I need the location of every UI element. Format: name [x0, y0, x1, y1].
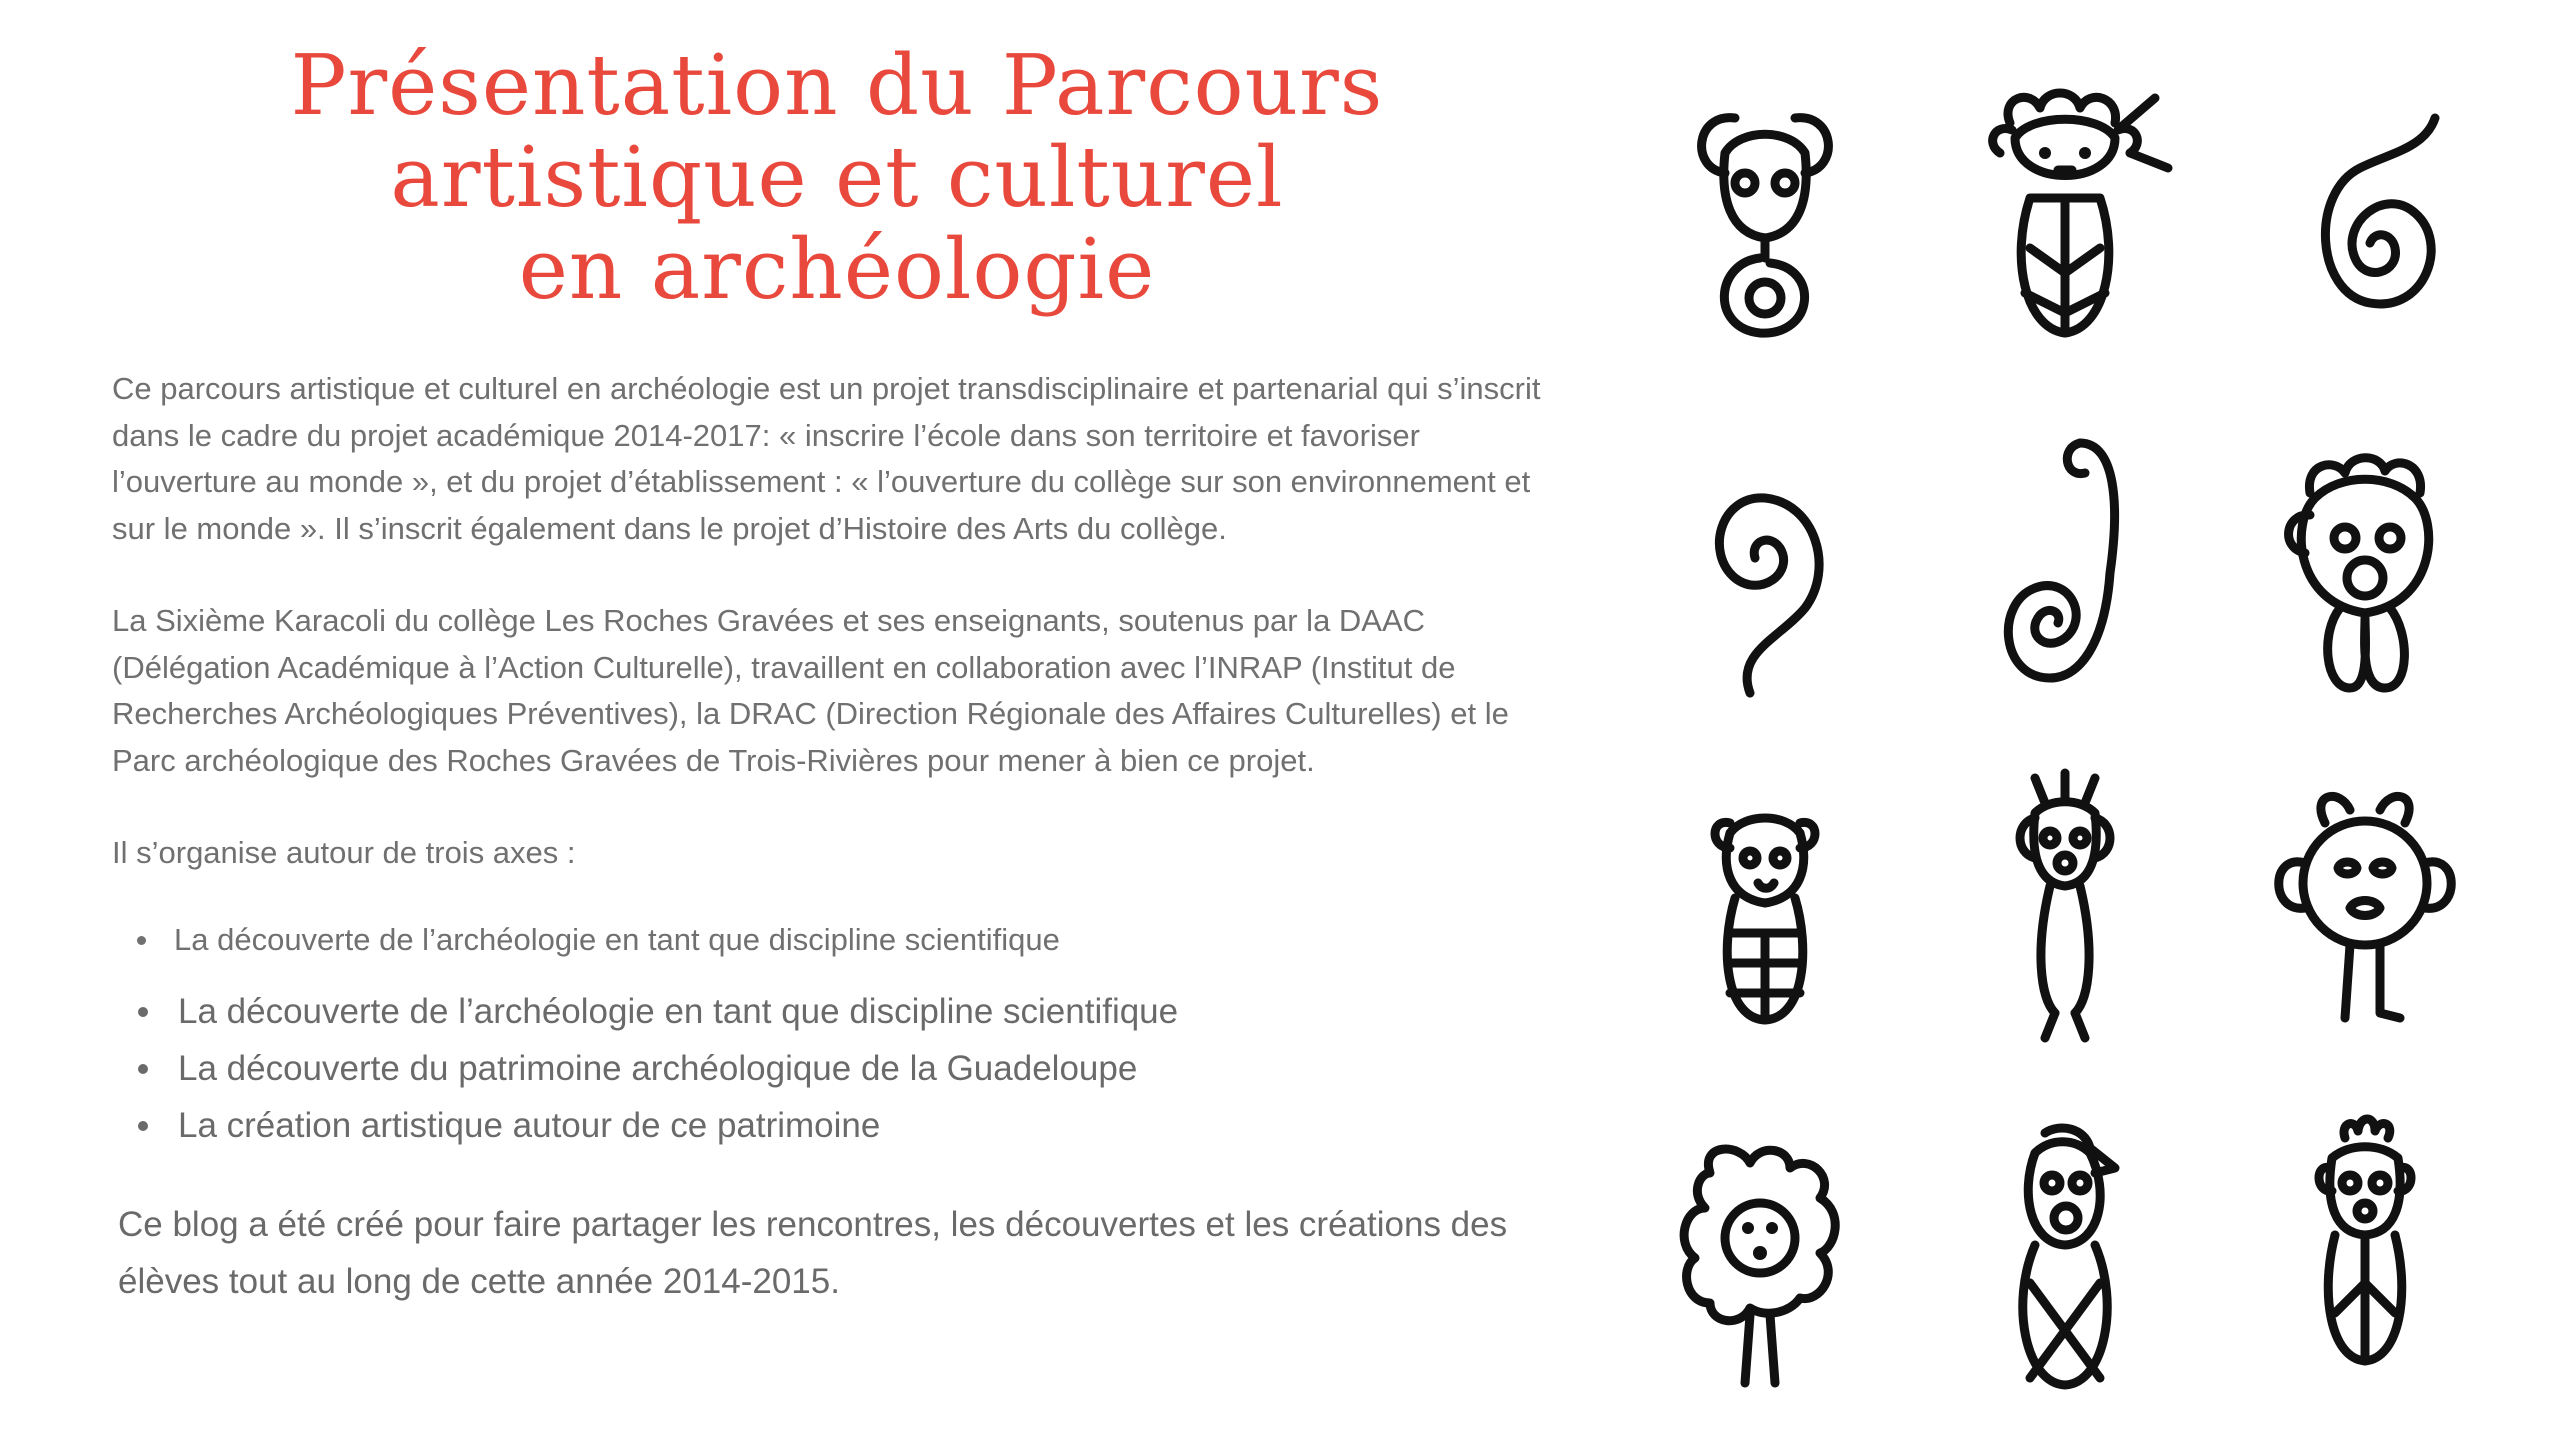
list-item: La découverte de l’archéologie en tant que discipline scientifique [112, 983, 1562, 1040]
title-line-3: en archéologie [518, 221, 1156, 318]
partners-paragraph: La Sixième Karacoli du collège Les Roches Gravées et ses enseignants, soutenus par la DAAC (Délégation Académique à l’Action Culturelle), travaillent en collaboration avec l’INRAP (Institut de Recherches Archéologiques Préventives), la DRAC (Direction Régionale des Affaires Culturelles) et le Parc archéologique des Roches Gravées de Trois-Rivières pour mener à bien ce projet. [112, 603, 1509, 778]
list-item: La découverte du patrimoine archéologique de la Guadeloupe [112, 1040, 1562, 1097]
list-item: La découverte de l’archéologie en tant que discipline scientifique [112, 917, 1562, 963]
title-line-2: artistique et culturel [390, 129, 1284, 226]
intro-paragraph: Ce parcours artistique et culturel en archéologie est un projet transdisciplinaire et partenarial qui s’inscrit dans le cadre du projet académique 2014-2017: « inscrire l’école dans son territoire et favoriser l’ouverture au monde », et du projet d’établissement : « l’ouverture du collège sur son environnement et sur le monde ». Il s’inscrit également dans le projet d’Histoire des Arts du collège. [112, 371, 1541, 546]
spiral-petroglyph-icon [2225, 50, 2505, 385]
hooked-spiral-petroglyph-icon [1925, 395, 2205, 730]
crowned-figure-petroglyph-icon [2225, 1085, 2505, 1420]
big-eared-face-petroglyph-icon [2225, 740, 2505, 1075]
crossed-body-figure-petroglyph-icon [1925, 1085, 2205, 1420]
feathered-figure-petroglyph-icon [1925, 50, 2205, 385]
main-content [112, 37, 1562, 1310]
round-face-petroglyph-icon [2225, 395, 2505, 730]
wavy-face-petroglyph-icon [1625, 1085, 1905, 1420]
axes-list [112, 983, 1562, 1154]
list-item: La création artistique autour de ce patrimoine [112, 1097, 1562, 1154]
petroglyph-illustration [1625, 50, 2505, 1420]
title-line-1: Présentation du Parcours [290, 37, 1384, 134]
eared-face-spiral-petroglyph-icon [1625, 50, 1905, 385]
page-title [112, 37, 1562, 318]
tall-figure-petroglyph-icon [1925, 740, 2205, 1075]
axes-list-small [112, 917, 1562, 963]
blog-note: Ce blog a été créé pour faire partager les rencontres, les découvertes et les créations des élèves tout au long de cette année 2014-2015. [118, 1204, 1508, 1301]
bear-figure-petroglyph-icon [1625, 740, 1905, 1075]
axes-intro: Il s’organise autour de trois axes : [112, 835, 576, 870]
small-spiral-petroglyph-icon [1625, 395, 1905, 730]
